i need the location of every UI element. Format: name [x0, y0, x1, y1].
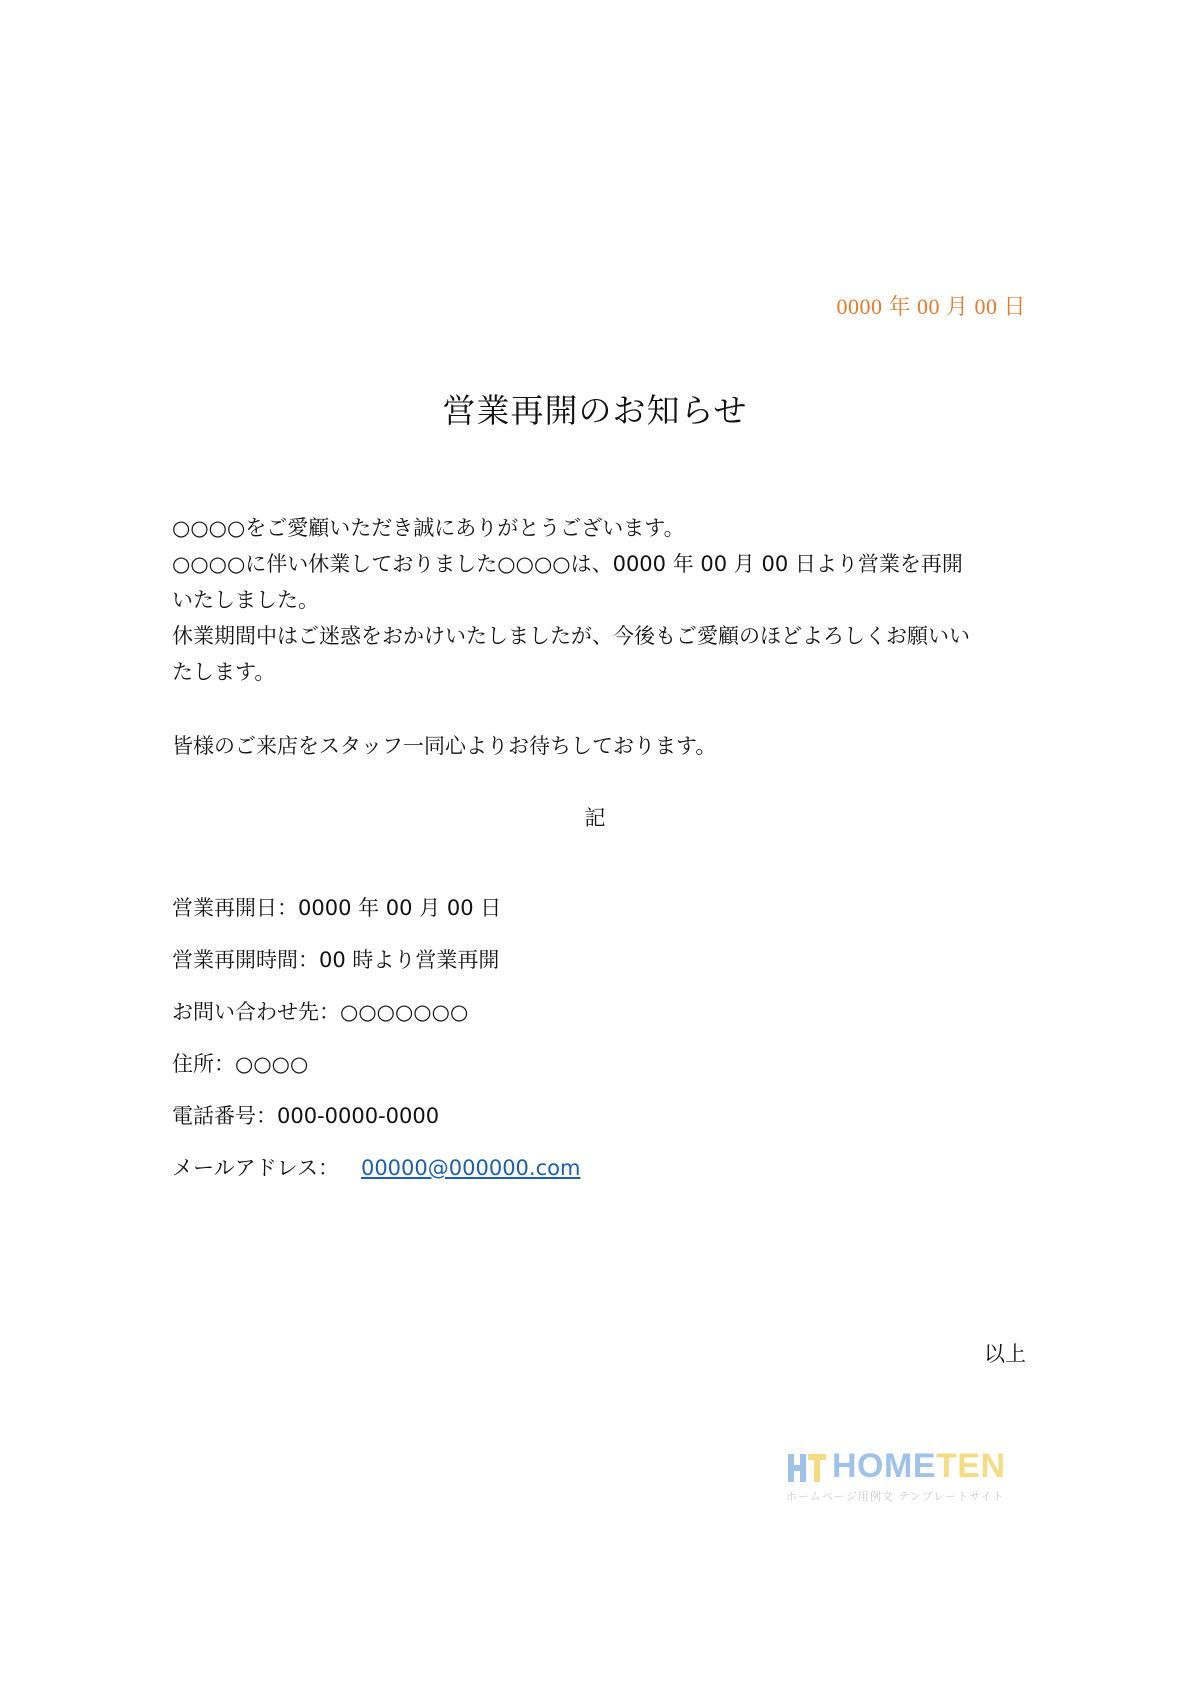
body-line: たします。 [172, 660, 276, 684]
reopen-date-row: 営業再開日：0000 年 00 月 00 日 [172, 896, 502, 920]
address-row: 住所：○○○○ [172, 1052, 309, 1076]
closing-ijou: 以上 [984, 1342, 1026, 1366]
email-row [172, 1153, 580, 1205]
details-list [172, 893, 580, 1205]
email-link[interactable]: 00000@000000.com [360, 1156, 581, 1180]
body-paragraph [172, 510, 1022, 690]
body-line: 休業期間中はご迷惑をおかけいたしましたが、今後もご愛顧のほどよろしくお願いい [172, 624, 970, 648]
contact-row: お問い合わせ先：○○○○○○○ [172, 1000, 469, 1024]
ki-heading: 記 [584, 806, 606, 830]
logo-ten-text: TEN [936, 1447, 1006, 1485]
reopen-time-row: 営業再開時間：00 時より営業再開 [172, 948, 500, 972]
phone-row: 電話番号：000-0000-0000 [172, 1104, 440, 1128]
document-title: 営業再開のお知らせ [442, 391, 748, 430]
body-line: ○○○○に伴い休業しておりました○○○○は、0000 年 00 月 00 日より営業を再開 [172, 552, 963, 576]
email-label: メールアドレス： [172, 1156, 339, 1180]
hometen-logo [786, 1448, 1016, 1508]
hometen-logo-mark-icon [786, 1450, 828, 1484]
logo-home-text: HOME [832, 1447, 936, 1485]
document-date: 0000 年 00 月 00 日 [836, 294, 1026, 319]
greeting-line: 皆様のご来店をスタッフ一同心よりお待ちしております。 [172, 734, 717, 758]
body-line: いたしました。 [172, 588, 319, 612]
logo-subtitle: ホームページ用例文 テンプレートサイト [786, 1490, 1005, 1503]
body-line: ○○○○をご愛顧いただき誠にありがとうございます。 [172, 516, 685, 540]
logo-wordmark [832, 1446, 1006, 1486]
